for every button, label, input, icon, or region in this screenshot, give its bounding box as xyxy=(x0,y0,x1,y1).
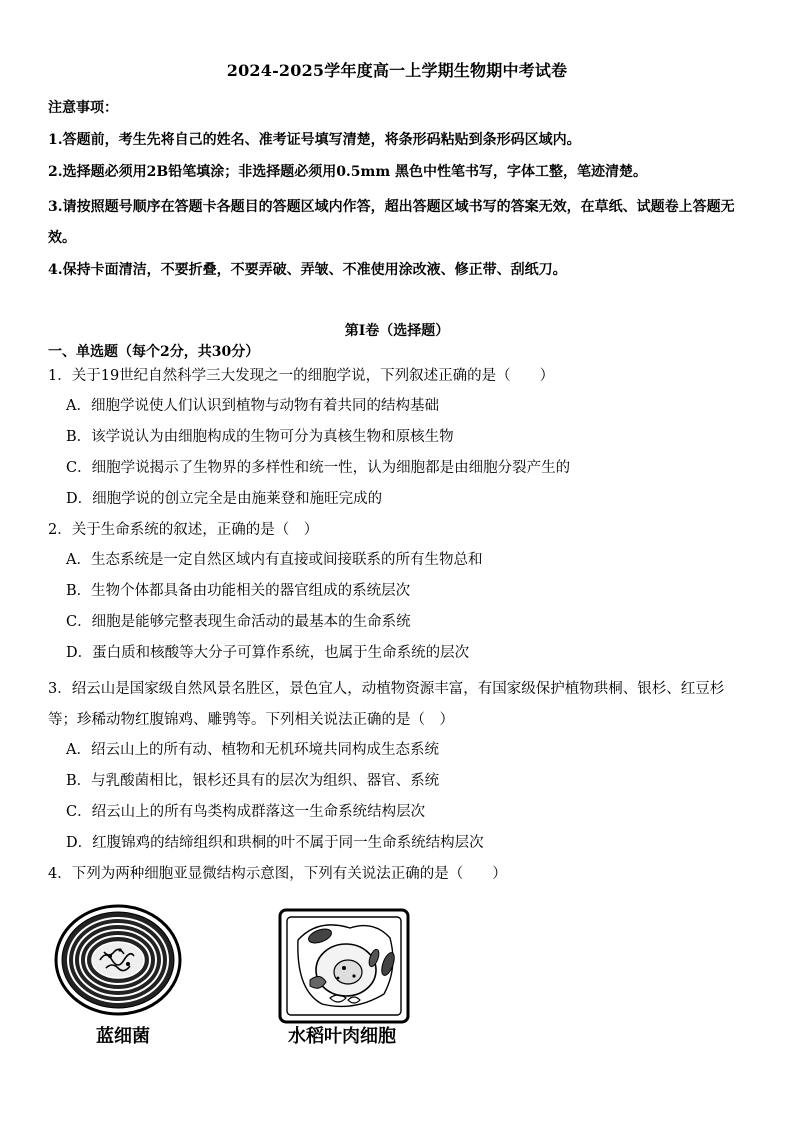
option-a: A．绍云山上的所有动、植物和无机环境共同构成生态系统 xyxy=(66,742,439,758)
option-b: B．与乳酸菌相比，银杉还具有的层次为组织、器官、系统 xyxy=(66,773,440,789)
question-1 xyxy=(48,366,748,509)
option-d: D．蛋白质和核酸等大分子可算作系统，也属于生命系统的层次 xyxy=(66,645,470,661)
question-4 xyxy=(48,864,748,884)
note-item-3: 3.请按照题号顺序在答题卡各题目的答题区域内作答，超出答题区域书写的答案无效，在草纸、试题卷上答题无效。 xyxy=(48,199,735,246)
option-b: B．该学说认为由细胞构成的生物可分为真核生物和原核生物 xyxy=(66,429,454,445)
note-item-2: 2.选择题必须用2B铅笔填涂；非选择题必须用0.5mm 黑色中性笔书写，字体工整，笔迹清楚。 xyxy=(48,164,648,180)
question-3 xyxy=(48,674,748,853)
notes-block xyxy=(48,98,748,292)
question-list xyxy=(48,366,748,894)
cell-figure xyxy=(48,900,468,1060)
option-d: D．红腹锦鸡的结缔组织和珙桐的叶不属于同一生命系统结构层次 xyxy=(66,835,484,851)
notes-heading: 注意事项： xyxy=(48,100,118,116)
question-stem: 2．关于生命系统的叙述，正确的是（ ） xyxy=(48,522,319,538)
option-c: C．细胞学说揭示了生物界的多样性和统一性，认为细胞都是由细胞分裂产生的 xyxy=(66,460,571,476)
page-title: 2024-2025学年度高一上学期生物期中考试卷 xyxy=(226,61,568,80)
option-a: A．生态系统是一定自然区域内有直接或间接联系的所有生物总和 xyxy=(66,552,483,568)
option-a: A．细胞学说使人们认识到植物与动物有着共同的结构基础 xyxy=(66,398,439,414)
question-2 xyxy=(48,520,748,663)
note-item-1: 1.答题前，考生先将自己的姓名、准考证号填写清楚，将条形码粘贴到条形码区域内。 xyxy=(48,132,581,148)
option-c: C．绍云山上的所有鸟类构成群落这一生命系统结构层次 xyxy=(66,804,426,820)
cyanobacteria-illustration xyxy=(56,906,180,1014)
question-stem: 1．关于19世纪自然科学三大发现之一的细胞学说，下列叙述正确的是（ ） xyxy=(48,368,555,384)
question-stem: 3．绍云山是国家级自然风景名胜区，景色宜人，动植物资源丰富，有国家级保护植物珙桐、银杉、红豆杉等；珍稀动物红腹锦鸡、雕鸮等。下列相关说法正确的是（ ） xyxy=(48,681,725,728)
cyanobacteria-label: 蓝细菌 xyxy=(96,1026,150,1047)
section-title: 第Ⅰ卷（选择题） xyxy=(344,323,450,339)
rice-mesophyll-cell-illustration xyxy=(280,910,408,1022)
option-c: C．细胞是能够完整表现生命活动的最基本的生命系统 xyxy=(66,614,411,630)
note-item-4: 4.保持卡面清洁，不要折叠，不要弄破、弄皱、不准使用涂改液、修正带、刮纸刀。 xyxy=(48,262,567,278)
question-stem: 4．下列为两种细胞亚显微结构示意图，下列有关说法正确的是（ ） xyxy=(48,866,507,882)
rice-cell-label: 水稻叶肉细胞 xyxy=(288,1026,396,1047)
option-d: D．细胞学说的创立完全是由施莱登和施旺完成的 xyxy=(66,491,383,507)
section-subtitle: 一、单选题（每个2分，共30分） xyxy=(48,344,260,360)
option-b: B．生物个体都具备由功能相关的器官组成的系统层次 xyxy=(66,583,411,599)
